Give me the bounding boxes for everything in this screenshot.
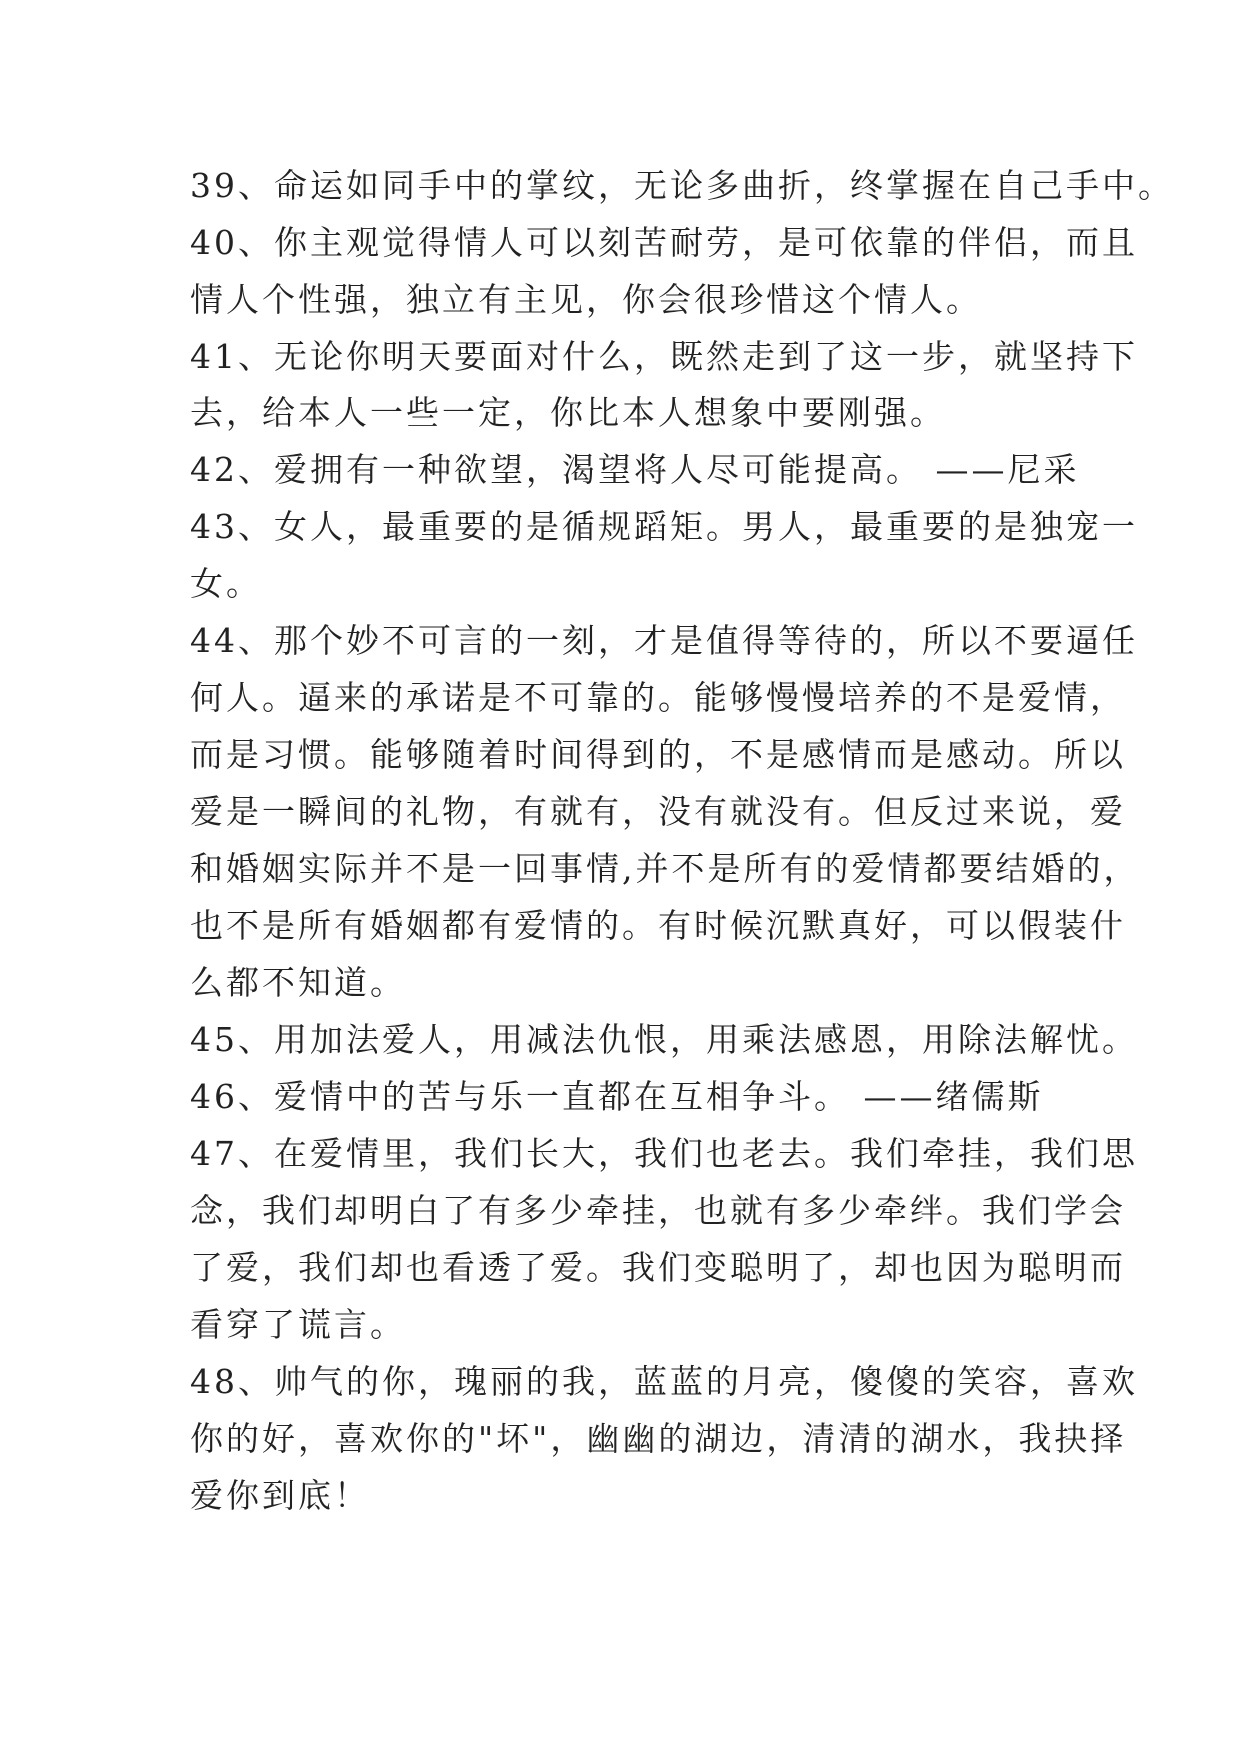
text-line: 39、命运如同手中的掌纹，无论多曲折，终掌握在自己手中。 xyxy=(190,166,1174,205)
text-line: 48、帅气的你，瑰丽的我，蓝蓝的月亮，傻傻的笑容，喜欢 xyxy=(190,1362,1138,1401)
text-line: 何人。逼来的承诺是不可靠的。能够慢慢培养的不是爱情， xyxy=(190,678,1126,717)
text-line: 女。 xyxy=(190,564,262,603)
text-line: 44、那个妙不可言的一刻，才是值得等待的，所以不要逼任 xyxy=(190,621,1138,660)
text-line: 43、女人，最重要的是循规蹈矩。男人，最重要的是独宠一 xyxy=(190,507,1138,546)
text-line: 47、在爱情里，我们长大，我们也老去。我们牵挂，我们思 xyxy=(190,1134,1138,1173)
text-line: 45、用加法爱人，用减法仇恨，用乘法感恩，用除法解忧。 xyxy=(190,1020,1138,1059)
text-line: 你的好，喜欢你的"坏"，幽幽的湖边，清清的湖水，我抉择 xyxy=(190,1419,1127,1458)
text-line: 么都不知道。 xyxy=(190,963,406,1002)
text-line: 42、爱拥有一种欲望，渴望将人尽可能提高。 ——尼采 xyxy=(190,450,1080,489)
text-line: 40、你主观觉得情人可以刻苦耐劳，是可依靠的伴侣，而且 xyxy=(190,223,1138,262)
text-line: 去，给本人一些一定，你比本人想象中要刚强。 xyxy=(190,393,946,432)
text-line: 也不是所有婚姻都有爱情的。有时候沉默真好，可以假装什 xyxy=(190,906,1126,945)
text-line: 41、无论你明天要面对什么，既然走到了这一步，就坚持下 xyxy=(190,337,1138,376)
text-line: 爱你到底！ xyxy=(190,1476,370,1515)
text-line: 看穿了谎言。 xyxy=(190,1305,406,1344)
text-line: 了爱，我们却也看透了爱。我们变聪明了，却也因为聪明而 xyxy=(190,1248,1126,1287)
text-line: 和婚姻实际并不是一回事情,并不是所有的爱情都要结婚的， xyxy=(190,849,1140,888)
text-line: 而是习惯。能够随着时间得到的，不是感情而是感动。所以 xyxy=(190,735,1126,774)
text-line: 念，我们却明白了有多少牵挂，也就有多少牵绊。我们学会 xyxy=(190,1191,1126,1230)
text-line: 爱是一瞬间的礼物，有就有，没有就没有。但反过来说，爱 xyxy=(190,792,1126,831)
text-line: 情人个性强，独立有主见，你会很珍惜这个情人。 xyxy=(190,280,982,319)
text-line: 46、爱情中的苦与乐一直都在互相争斗。 ——绪儒斯 xyxy=(190,1077,1044,1116)
